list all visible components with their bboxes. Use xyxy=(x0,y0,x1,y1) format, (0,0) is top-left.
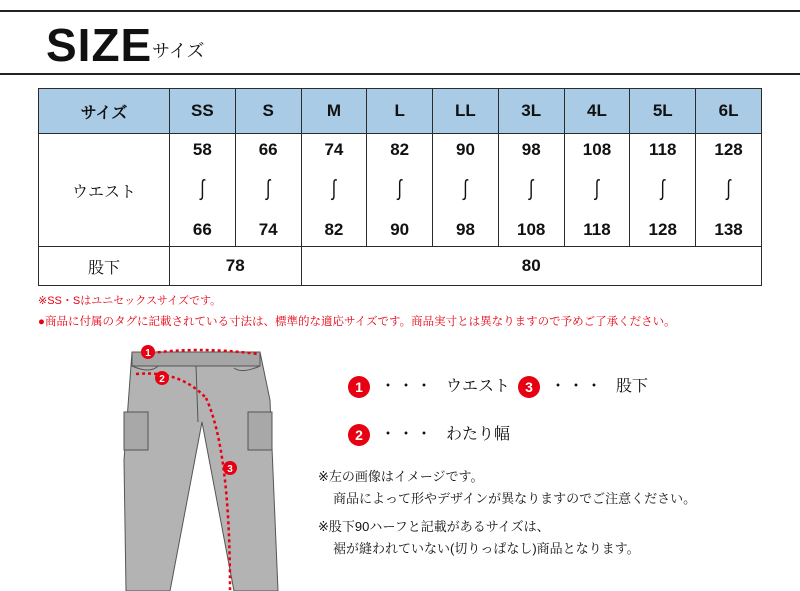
legend-inseam-label: 股下 xyxy=(616,378,649,395)
pants-silhouette xyxy=(124,352,278,591)
inseam-row xyxy=(39,247,762,286)
unisex-note: ※SS・Sはユニセックスサイズです。 xyxy=(38,295,222,307)
inseam-label: 股下 xyxy=(39,247,170,286)
svg-text:3: 3 xyxy=(227,464,233,475)
legend-waist: 1 ・・・ ウエスト xyxy=(348,376,510,398)
size-col-3l: 3L xyxy=(498,89,564,134)
waist-row xyxy=(39,134,762,247)
waist-cell-m: 74 ∫ 82 xyxy=(301,134,367,247)
svg-text:2: 2 xyxy=(159,374,165,385)
waist-cell-3l: 98 ∫ 108 xyxy=(498,134,564,247)
cargo-pocket-left xyxy=(124,412,148,450)
legend-inseam: 3 ・・・ 股下 xyxy=(518,376,648,398)
waist-label: ウエスト xyxy=(39,134,170,247)
measurement-note: ●商品に付属のタグに記載されている寸法は、標準的な適応サイズです。商品実寸とは異なりますので予めご了承ください。 xyxy=(38,316,676,328)
inseam-cell-small: 78 xyxy=(170,247,302,286)
cargo-pocket-right xyxy=(248,412,272,450)
memo-line-2: 商品によって形やデザインが異なりますのでご注意ください。 xyxy=(333,491,697,506)
size-col-s: S xyxy=(235,89,301,134)
header-rule xyxy=(0,73,800,75)
waist-cell-ll: 90 ∫ 98 xyxy=(433,134,499,247)
size-header-label: サイズ xyxy=(39,89,170,134)
svg-text:1: 1 xyxy=(145,348,151,359)
memo-line-1: ※左の画像はイメージです。 xyxy=(318,469,484,484)
size-col-l: L xyxy=(367,89,433,134)
waist-cell-ss: 58 ∫ 66 xyxy=(170,134,236,247)
waist-cell-4l: 108 ∫ 118 xyxy=(564,134,630,247)
size-col-5l: 5L xyxy=(630,89,696,134)
legend-2-icon: 2 xyxy=(348,424,370,446)
page-subtitle: サイズ xyxy=(152,41,205,61)
legend-thigh: 2 ・・・ わたり幅 xyxy=(348,424,510,446)
memo-line-3: ※股下90ハーフと記載があるサイズは、 xyxy=(318,519,550,534)
pants-illustration xyxy=(110,340,300,591)
legend-waist-label: ウエスト xyxy=(446,378,511,395)
size-col-ll: LL xyxy=(433,89,499,134)
waist-cell-6l: 128 ∫ 138 xyxy=(696,134,762,247)
size-col-m: M xyxy=(301,89,367,134)
top-rule xyxy=(0,10,800,12)
size-table xyxy=(38,88,762,286)
legend-1-icon: 1 xyxy=(348,376,370,398)
page-title: SIZE xyxy=(46,19,153,71)
size-header-row xyxy=(39,89,762,134)
size-col-4l: 4L xyxy=(564,89,630,134)
legend-thigh-label: わたり幅 xyxy=(446,426,511,443)
legend-3-icon: 3 xyxy=(518,376,540,398)
size-col-6l: 6L xyxy=(696,89,762,134)
memo-line-4: 裾が縫われていない(切りっぱなし)商品となります。 xyxy=(333,541,640,556)
waist-cell-l: 82 ∫ 90 xyxy=(367,134,433,247)
inseam-cell-large: 80 xyxy=(301,247,761,286)
waist-cell-5l: 118 ∫ 128 xyxy=(630,134,696,247)
waist-cell-s: 66 ∫ 74 xyxy=(235,134,301,247)
size-col-ss: SS xyxy=(170,89,236,134)
